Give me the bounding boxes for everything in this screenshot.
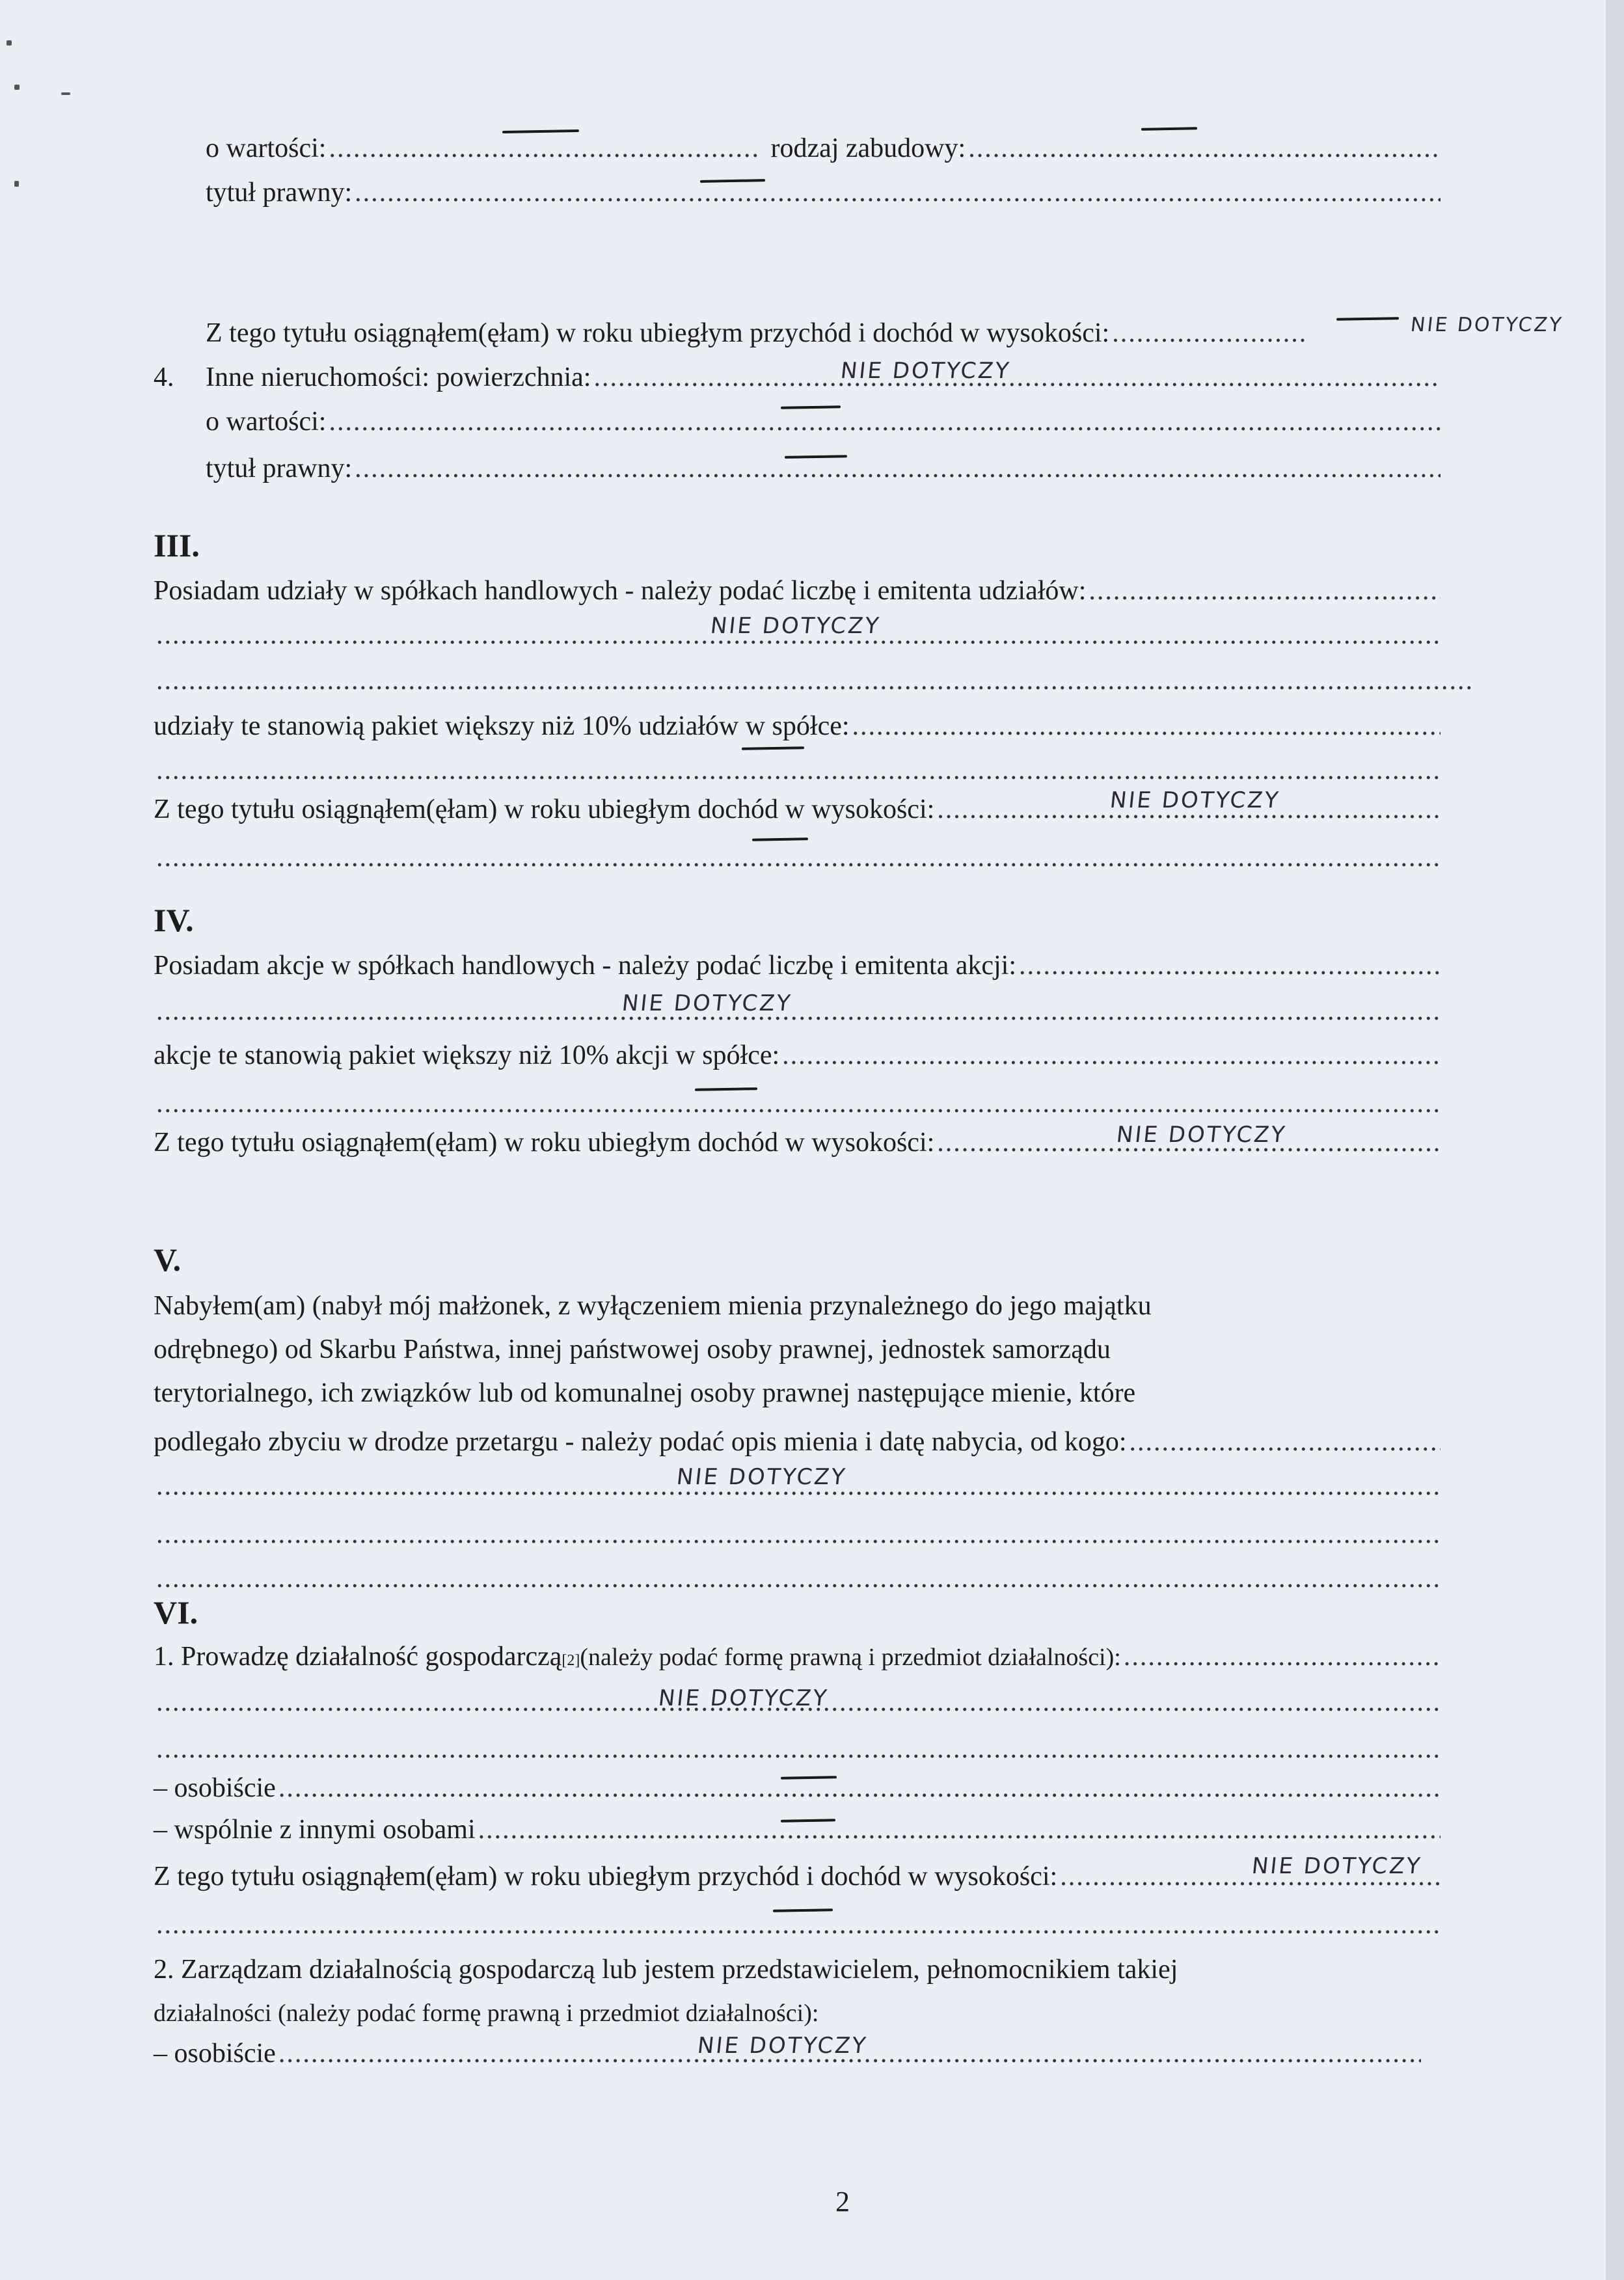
handwritten-note: NIE DOTYCZY	[839, 358, 1012, 384]
handwritten-note: NIE DOTYCZY	[1115, 1122, 1288, 1148]
stocks-income-label: Z tego tytułu osiągnąłem(ęłam) w roku ubiegłym dochód w wysokości:	[154, 1128, 935, 1158]
legal-title-label: tytuł prawny:	[206, 178, 353, 208]
shares-income-label: Z tego tytułu osiągnąłem(ęłam) w roku ubiegłym dochód w wysokości:	[154, 794, 935, 824]
stocks-label: Posiadam akcje w spółkach handlowych - należy podać liczbę i emitenta akcji:	[154, 951, 1017, 981]
stock-percent-row	[154, 1037, 1443, 1074]
text-line: Nabyłem(am) (nabył mój małżonek, z wyłączeniem mienia przynależnego do jego majątku	[154, 1291, 1152, 1321]
stock-percent-label: akcje te stanowią pakiet większy niż 10% akcji w spółce:	[154, 1040, 780, 1070]
share-percent-row	[154, 708, 1443, 744]
dotted-answer-line	[154, 1907, 1443, 1943]
dotted-fill	[852, 708, 1441, 744]
section-iv-heading: IV.	[154, 902, 194, 938]
business-row	[154, 1638, 1443, 1679]
dotted-fill	[355, 174, 1441, 211]
dotted-fill	[478, 1812, 1441, 1848]
handwritten-note: NIE DOTYCZY	[709, 613, 882, 639]
stocks-row	[154, 947, 1443, 984]
handwritten-note: NIE DOTYCZY	[696, 2033, 869, 2059]
dotted-answer-line	[154, 839, 1443, 876]
management-text	[154, 1948, 1178, 2035]
page-number: 2	[835, 2186, 850, 2218]
scan-mark	[14, 181, 19, 187]
scan-mark	[61, 92, 70, 95]
dotted-fill	[156, 993, 1441, 1029]
text-line: 2. Zarządzam działalnością gospodarczą lub jestem przedstawicielem, pełnomocnikiem takiej	[154, 1955, 1178, 1985]
joint-row	[154, 1812, 1443, 1848]
handwritten-note: NIE DOTYCZY	[656, 1685, 830, 1711]
dotted-fill	[156, 1907, 1441, 1943]
section-iii-heading: III.	[154, 527, 200, 563]
dotted-answer-line	[154, 752, 1443, 789]
value-label: o wartości:	[206, 133, 327, 163]
value-label: o wartości:	[206, 407, 327, 437]
dotted-fill	[1130, 1424, 1441, 1460]
text-line: terytorialnego, ich związków lub od komunalnej osoby prawnej następujące mienie, które	[154, 1378, 1136, 1408]
handwritten-note: NIE DOTYCZY	[1108, 787, 1282, 813]
income-label: Z tego tytułu osiągnąłem(ęłam) w roku ubiegłym przychód i dochód w wysokości:	[206, 318, 1110, 348]
footnote-ref: [2]	[562, 1652, 580, 1669]
dotted-fill	[1124, 1638, 1441, 1675]
building-type-label: rodzaj zabudowy:	[770, 133, 966, 163]
acquisition-text	[154, 1284, 1152, 1415]
dotted-answer-line	[154, 1516, 1443, 1553]
scan-edge	[1606, 0, 1624, 2280]
dotted-fill	[1019, 947, 1441, 984]
item-number: 4.	[154, 362, 174, 392]
dotted-answer-line	[154, 993, 1443, 1029]
income-row	[206, 315, 1312, 351]
dotted-fill	[1112, 315, 1309, 351]
shares-label: Posiadam udziały w spółkach handlowych - należy podać liczbę i emitenta udziałów:	[154, 576, 1087, 606]
acquisition-last-row	[154, 1424, 1443, 1460]
business-income-label: Z tego tytułu osiągnąłem(ęłam) w roku ubiegłym przychód i dochód w wysokości:	[154, 1862, 1058, 1892]
dotted-fill	[1089, 573, 1441, 609]
personal-row	[154, 1770, 1443, 1806]
section-v-heading: V.	[154, 1242, 182, 1278]
dotted-answer-line	[154, 1560, 1443, 1597]
handwritten-note: NIE DOTYCZY	[1409, 314, 1565, 336]
handwritten-note: NIE DOTYCZY	[620, 990, 794, 1016]
dotted-fill	[782, 1037, 1441, 1074]
dotted-fill	[156, 662, 1472, 699]
dotted-fill	[329, 403, 1441, 440]
scan-mark	[14, 85, 20, 90]
dotted-fill	[355, 450, 1441, 487]
dotted-fill	[156, 1516, 1441, 1553]
joint-label: – wspólnie z innymi osobami	[154, 1815, 476, 1845]
empty-dash	[1336, 317, 1399, 321]
dotted-fill	[156, 752, 1441, 789]
scan-mark	[7, 40, 12, 46]
dotted-fill	[156, 1560, 1441, 1597]
share-percent-label: udziały te stanowią pakiet większy niż 10% udziałów w spółce:	[154, 711, 850, 741]
personal-label: – osobiście	[154, 1773, 276, 1803]
business-label: 1. Prowadzę działalność gospodarczą	[154, 1642, 562, 1672]
dotted-answer-line	[154, 1731, 1443, 1767]
dotted-fill	[329, 130, 761, 167]
section-vi-heading: VI.	[154, 1594, 198, 1631]
text-line: działalności (należy podać formę prawną i przedmiot działalności):	[154, 2000, 819, 2027]
dotted-fill	[593, 359, 1441, 396]
dotted-answer-line	[154, 662, 1474, 699]
business-hint: (należy podać formę prawną i przedmiot działalności):	[580, 1644, 1121, 1671]
handwritten-note: NIE DOTYCZY	[1250, 1853, 1424, 1879]
item-4-row	[154, 359, 1443, 396]
dotted-fill	[156, 839, 1441, 876]
dotted-fill	[156, 1731, 1441, 1767]
value-row	[206, 130, 1443, 167]
handwritten-note: NIE DOTYCZY	[675, 1464, 848, 1490]
legal-title-row	[206, 174, 1443, 211]
text-line: odrębnego) od Skarbu Państwa, innej państwowej osoby prawnej, jednostek samorządu	[154, 1335, 1111, 1364]
dotted-fill	[968, 130, 1441, 167]
acquisition-label: podlegało zbyciu w drodze przetargu - należy podać opis mienia i datę nabycia, od kogo:	[154, 1427, 1127, 1457]
shares-row	[154, 573, 1443, 609]
dotted-fill	[156, 1085, 1441, 1122]
business-income-row	[154, 1858, 1443, 1895]
item-4-value-row	[206, 403, 1443, 440]
legal-title-label: tytuł prawny:	[206, 454, 353, 483]
item-4-label: Inne nieruchomości: powierzchnia:	[206, 362, 591, 392]
dotted-answer-line	[154, 1085, 1443, 1122]
empty-dash	[742, 746, 804, 750]
personal-label: – osobiście	[154, 2039, 276, 2069]
dotted-fill	[278, 1770, 1441, 1806]
